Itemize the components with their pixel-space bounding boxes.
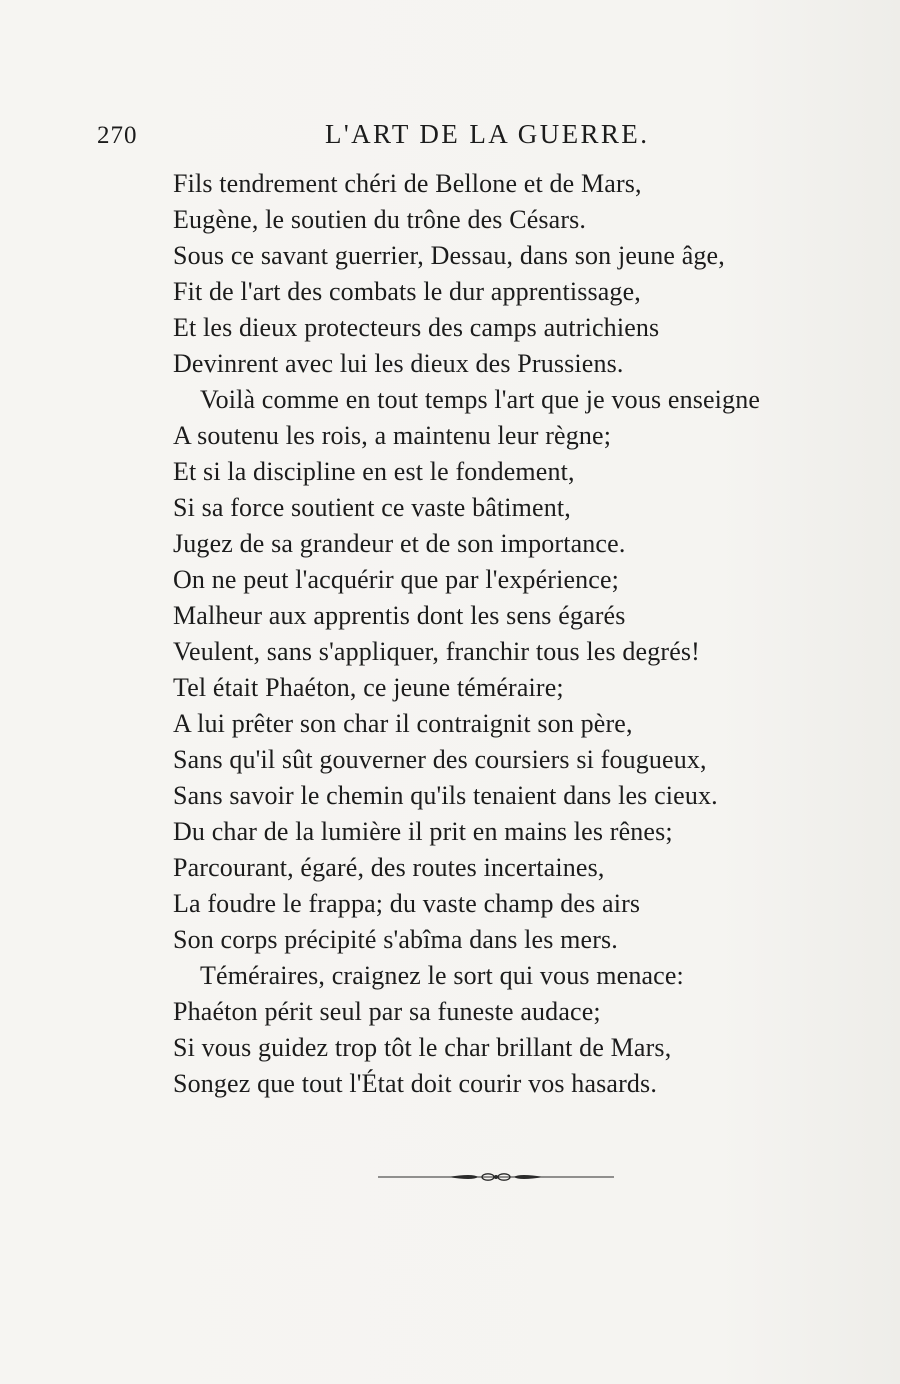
verse-body [173, 166, 760, 1102]
verse-line: Malheur aux apprentis dont les sens égarés [173, 601, 626, 630]
verse-line: Si sa force soutient ce vaste bâtiment, [173, 493, 571, 522]
verse-line: Si vous guidez trop tôt le char brillant de Mars, [173, 1033, 672, 1062]
page-number: 270 [97, 122, 138, 149]
verse-line: Phaéton périt seul par sa funeste audace; [173, 997, 601, 1026]
verse-line: Fit de l'art des combats le dur apprentissage, [173, 277, 641, 306]
verse-line: Sous ce savant guerrier, Dessau, dans son jeune âge, [173, 241, 725, 270]
verse-line: La foudre le frappa; du vaste champ des airs [173, 889, 641, 918]
verse-line: Voilà comme en tout temps l'art que je vous enseigne [200, 385, 761, 414]
verse-line: Parcourant, égaré, des routes incertaines, [173, 853, 605, 882]
verse-line: Jugez de sa grandeur et de son importance. [173, 529, 626, 558]
verse-line: Veulent, sans s'appliquer, franchir tous les degrés! [173, 637, 700, 666]
verse-line: Tel était Phaéton, ce jeune téméraire; [173, 673, 564, 702]
verse-line: Sans savoir le chemin qu'ils tenaient dans les cieux. [173, 781, 718, 810]
verse-line: On ne peut l'acquérir que par l'expérience; [173, 565, 620, 594]
verse-line: Eugène, le soutien du trône des Césars. [173, 205, 587, 234]
verse-line: A lui prêter son char il contraignit son père, [173, 709, 633, 738]
verse-line: Songez que tout l'État doit courir vos hasards. [173, 1069, 657, 1098]
ornament-divider [378, 1170, 614, 1184]
verse-line: Du char de la lumière il prit en mains les rênes; [173, 817, 673, 846]
verse-line: A soutenu les rois, a maintenu leur règne; [173, 421, 612, 450]
verse-line: Fils tendrement chéri de Bellone et de Mars, [173, 169, 642, 198]
verse-line: Devinrent avec lui les dieux des Prussiens. [173, 349, 624, 378]
running-head: L'ART DE LA GUERRE. [325, 119, 650, 149]
verse-line: Son corps précipité s'abîma dans les mers. [173, 925, 618, 954]
verse-line: Sans qu'il sût gouverner des coursiers si fougueux, [173, 745, 707, 774]
verse-line: Et les dieux protecteurs des camps autrichiens [173, 313, 660, 342]
verse-line: Téméraires, craignez le sort qui vous menace: [200, 961, 684, 990]
verse-line: Et si la discipline en est le fondement, [173, 457, 575, 486]
